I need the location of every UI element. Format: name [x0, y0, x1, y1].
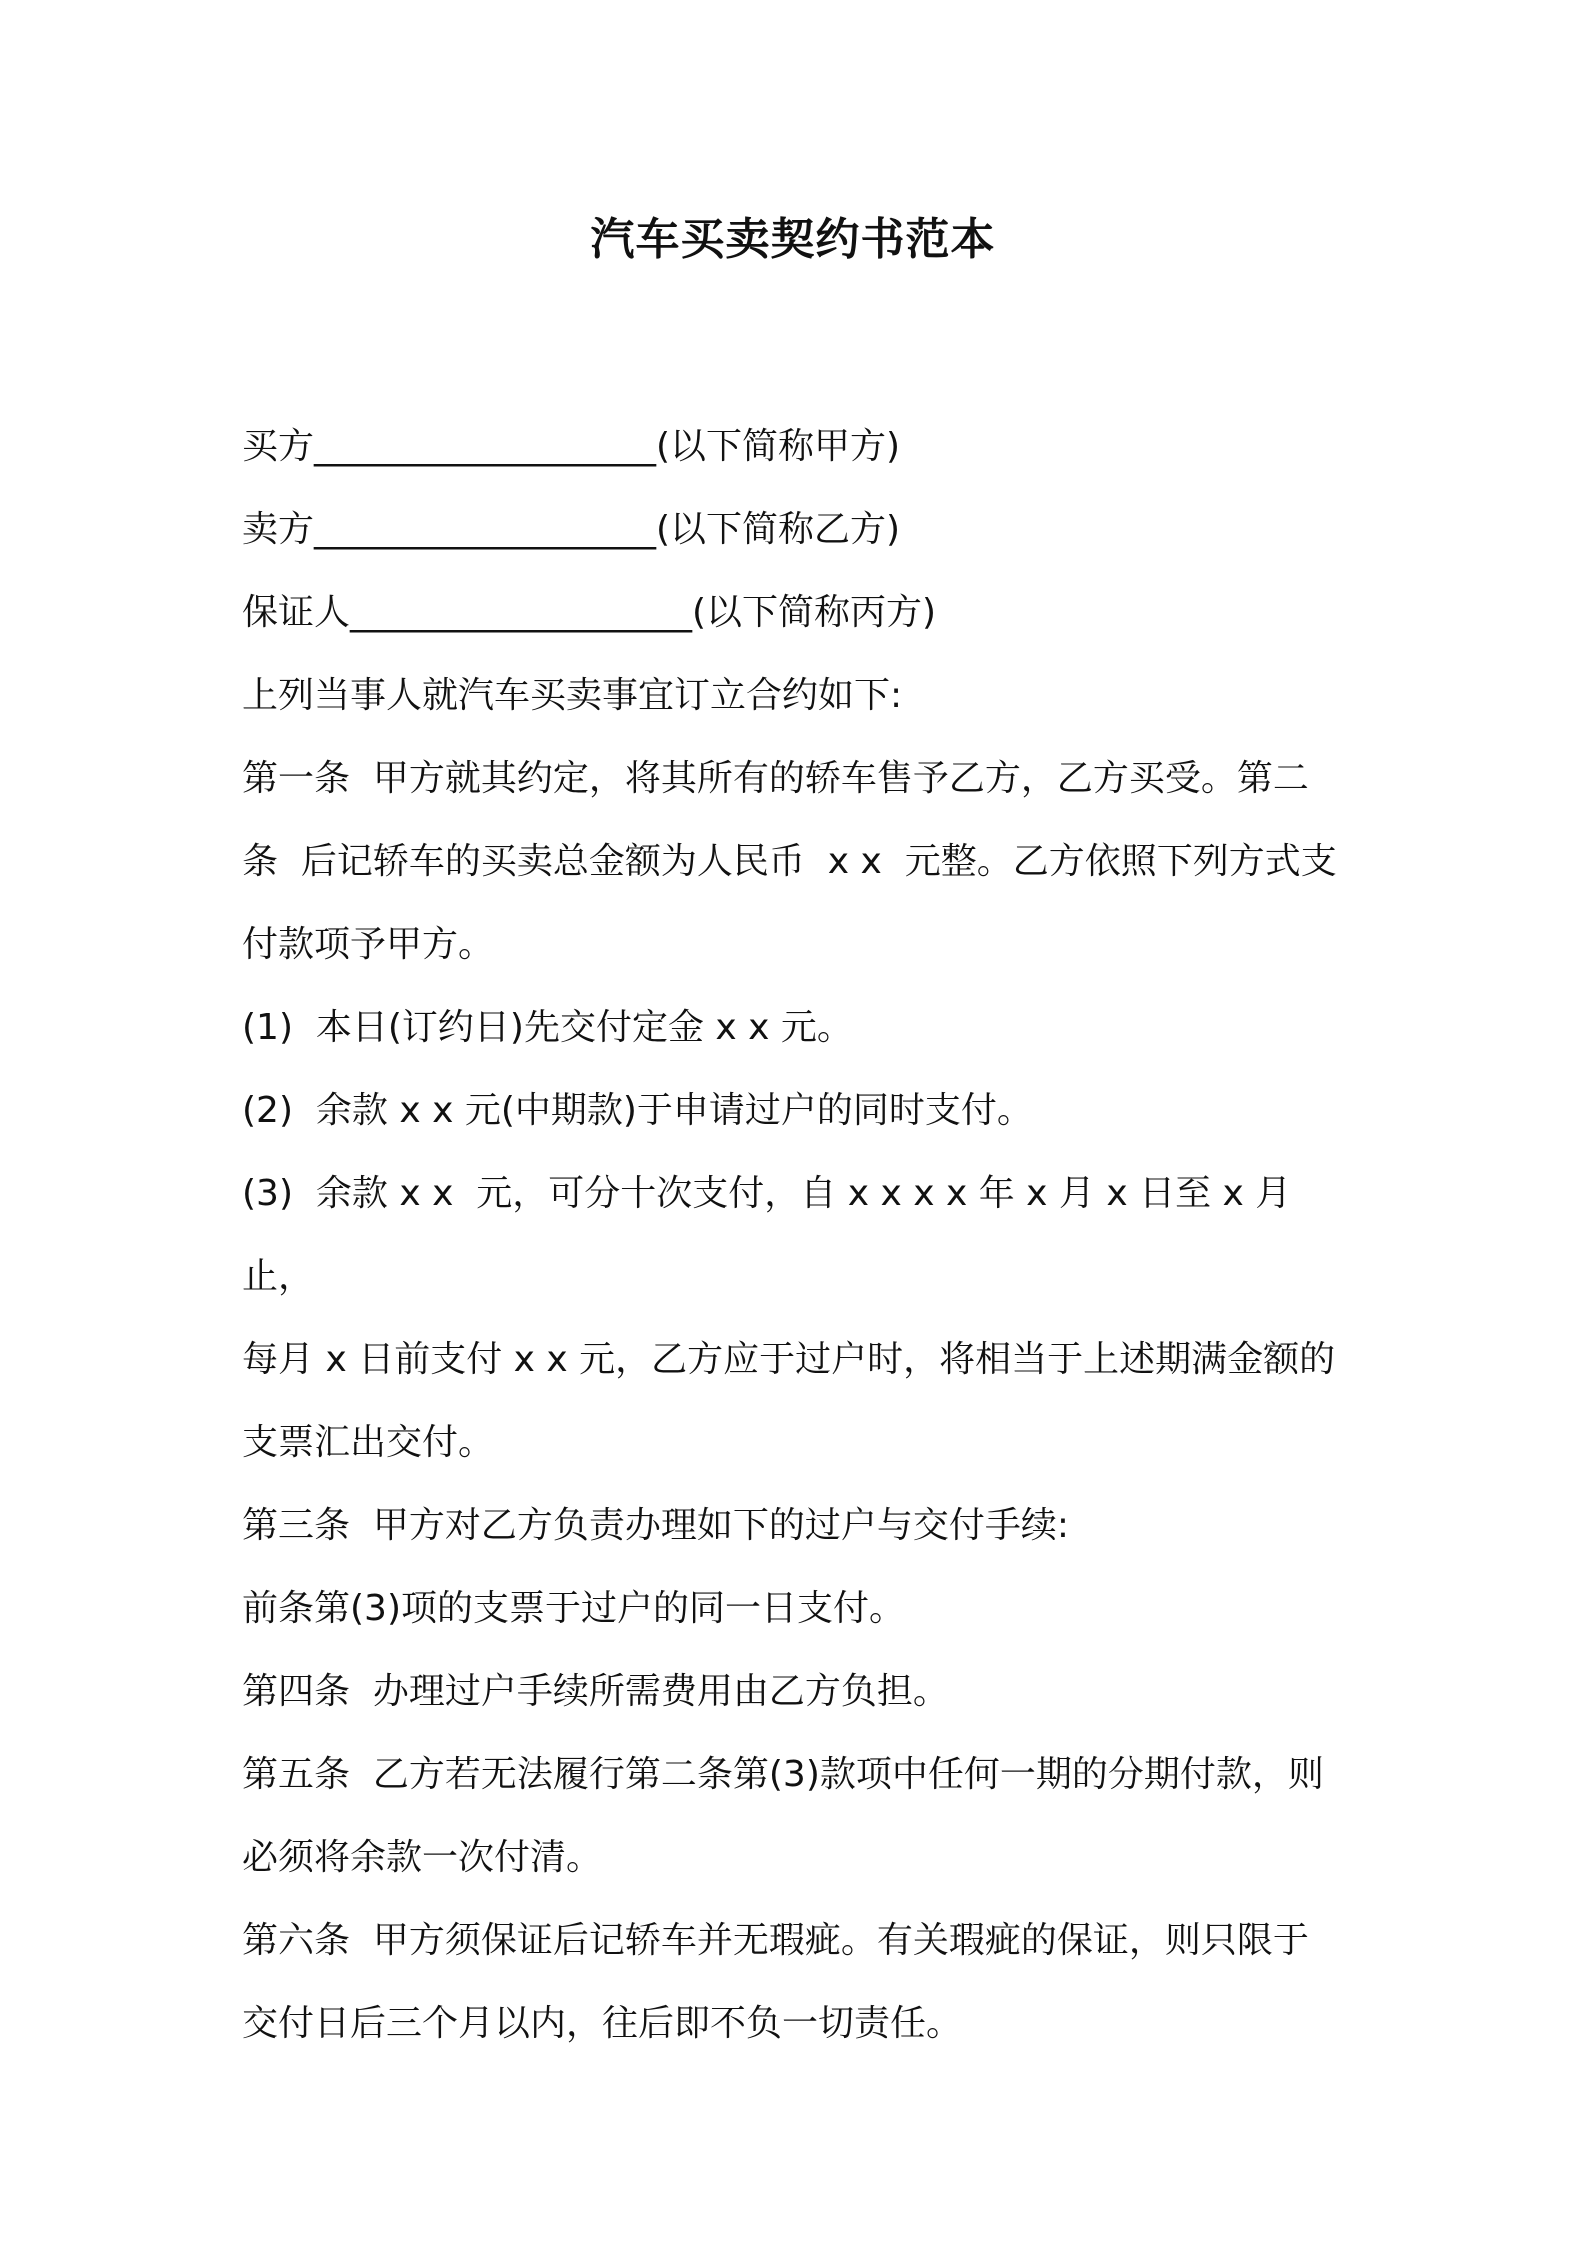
body-line: 第五条 乙方若无法履行第二条第(3)款项中任何一期的分期付款，则 [242, 1754, 1324, 1795]
party-line-seller: 卖方___________________(以下简称乙方) [242, 509, 901, 550]
body-line: 第一条 甲方就其约定，将其所有的轿车售予乙方，乙方买受。第二 [242, 758, 1309, 799]
party-line-buyer: 买方___________________(以下简称甲方) [242, 426, 901, 467]
body-line: 第六条 甲方须保证后记轿车并无瑕疵。有关瑕疵的保证，则只限于 [242, 1920, 1309, 1961]
body-line: (3) 余款 x x 元，可分十次支付，自 x x x x 年 x 月 x 日至 x 月止， [242, 1173, 1292, 1297]
body-line: 支票汇出交付。 [242, 1422, 495, 1463]
body-line: 第三条 甲方对乙方负责办理如下的过户与交付手续: [242, 1505, 1070, 1546]
party-line-guarantor: 保证人___________________(以下简称丙方) [242, 592, 937, 633]
body-line: 第四条 办理过户手续所需费用由乙方负担。 [242, 1671, 949, 1712]
body-line: 付款项予甲方。 [242, 924, 495, 965]
body-line: 前条第(3)项的支票于过户的同一日支付。 [242, 1588, 905, 1629]
body-line: (1) 本日(订约日)先交付定金 x x 元。 [242, 1007, 853, 1048]
document-title: 汽车买卖契约书范本 [590, 214, 996, 265]
body-line: (2) 余款 x x 元(中期款)于申请过户的同时支付。 [242, 1090, 1033, 1131]
body-line: 交付日后三个月以内，往后即不负一切责任。 [242, 2003, 963, 2044]
body-line: 每月 x 日前支付 x x 元，乙方应于过户时，将相当于上述期满金额的 [242, 1339, 1336, 1380]
document-body [242, 405, 1357, 2065]
body-line: 必须将余款一次付清。 [242, 1837, 603, 1878]
intro-line: 上列当事人就汽车买卖事宜订立合约如下: [242, 675, 903, 716]
body-line: 条 后记轿车的买卖总金额为人民币 x x 元整。乙方依照下列方式支 [242, 841, 1337, 882]
